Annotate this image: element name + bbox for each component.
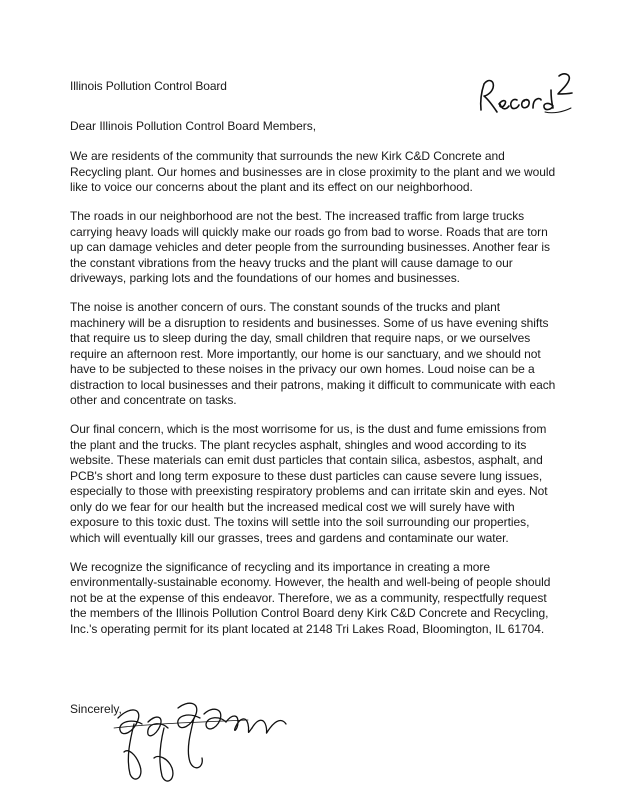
paragraph-request: We recognize the significance of recycling and its importance in creating a more environmentally-sustainable economy. However, the health and well-being of people should not be at the expense of this endeavor. Therefore, we as a community, respectfully request the members of the Illinois Pollution Control Board deny Kirk C&D Concrete and Recycling, Inc.'s operating permit for its plant located at 2148 Tri Lakes Road, Bloomington, IL 61704. — [70, 559, 551, 636]
paragraph-intro: We are residents of the community that surrounds the new Kirk C&D Concrete and Recycling plant. Our homes and businesses are in close proximity to the plant and we would like to voice our concerns about the plant and its effect on our neighborhood. — [70, 149, 556, 194]
paragraph-roads: The roads in our neighborhood are not the best. The increased traffic from large trucks carrying heavy loads will quickly make our roads go from bad to worse. Roads that are torn up can damage vehicles and deter people from the surrounding businesses. Another fear is the constant vibrations from the heavy trucks and the plant will cause damage to our driveways, parking lots and the foundations of our homes and businesses. — [70, 209, 550, 285]
paragraph-noise: The noise is another concern of ours. The constant sounds of the trucks and plant machinery will be a disruption to residents and businesses. Some of us have evening shifts that require us to sleep during the day, small children that require naps, or we ourselves require an afternoon rest. More importantly, our home is our sanctuary, and we should not have to be subjected to these noises in the privacy our own homes. Loud noise can be a distraction to local businesses and their patrons, making it difficult to communicate with each other and concentrate on tasks. — [70, 300, 556, 407]
salutation: Dear Illinois Pollution Control Board Members, — [70, 119, 317, 133]
letter-body — [70, 149, 556, 651]
closing: Sincerely, — [70, 702, 122, 716]
paragraph-dust: Our final concern, which is the most worrisome for us, is the dust and fume emissions from the plant and the trucks. The plant recycles asphalt, shingles and wood according to its website. These materials can emit dust particles that contain silica, asbestos, asphalt, and PCB's short and long term exposure to these dust particles can cause severe lung issues, especially to those with preexisting respiratory problems and can irritate skin and eyes. Not only do we fear for our health but the increased medical cost we will surely have with exposure to this toxic dust. The toxins will settle into the soil surrounding our properties, which will eventually kill our grasses, trees and gardens and contaminate our water. — [70, 422, 548, 545]
recipient-line: Illinois Pollution Control Board — [70, 79, 227, 93]
handwritten-signature — [108, 688, 308, 788]
handwritten-stamp — [475, 66, 575, 118]
